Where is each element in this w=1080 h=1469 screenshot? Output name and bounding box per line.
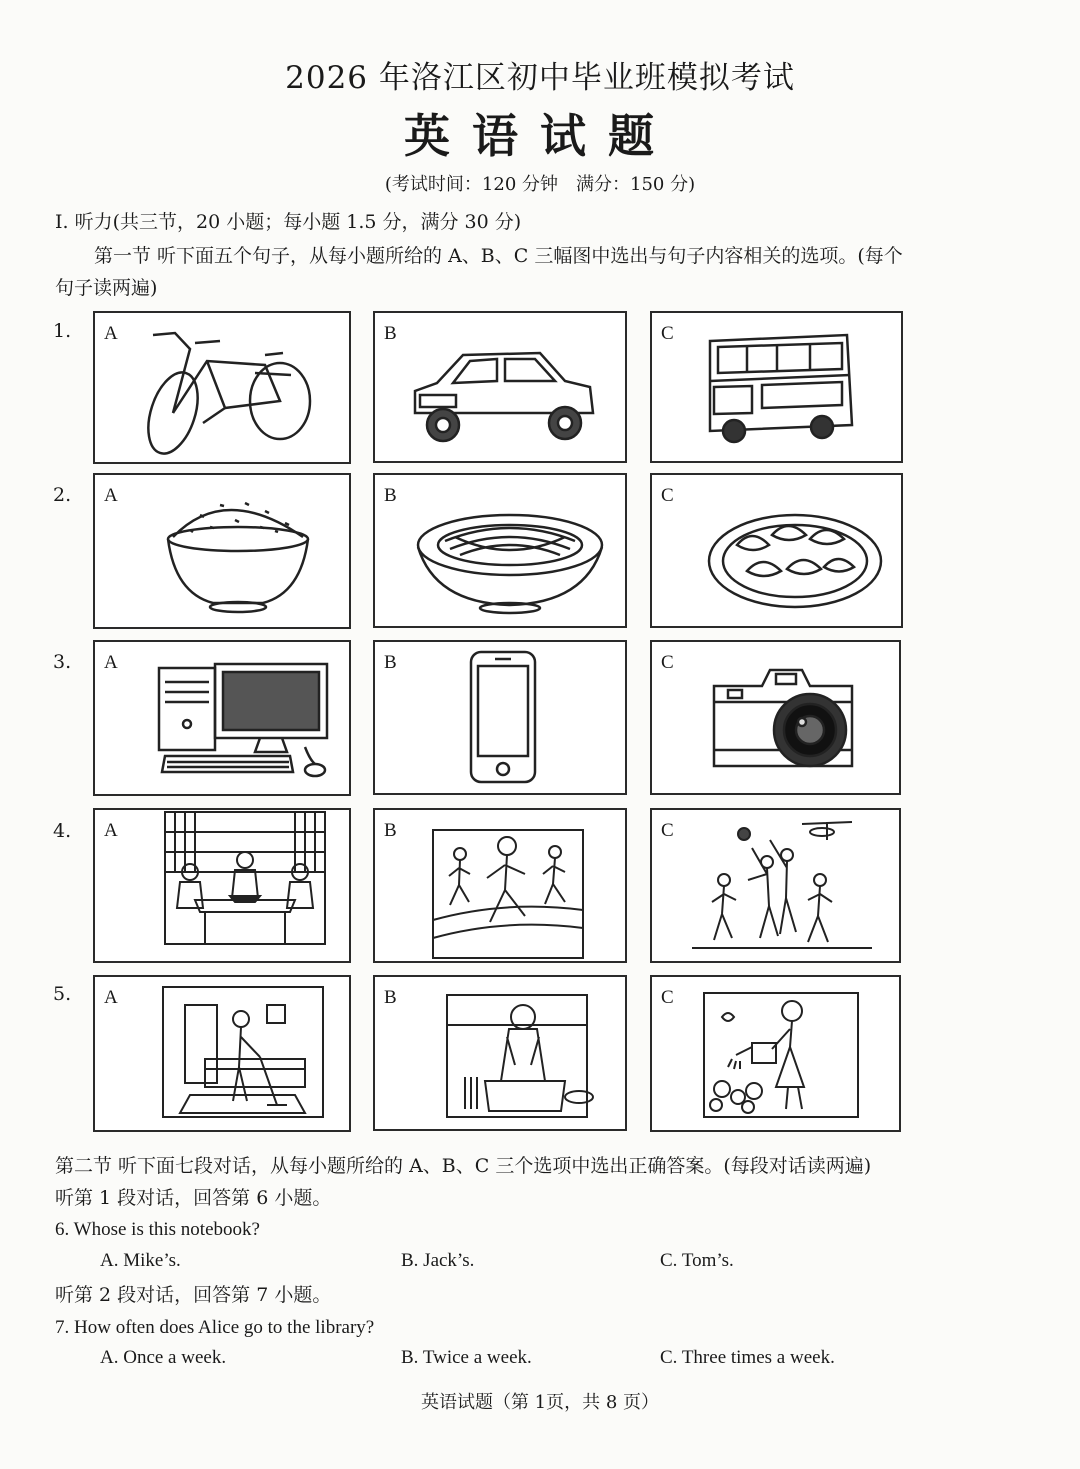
option-frame-3b[interactable]	[373, 640, 627, 795]
question-7-option-b[interactable]: B. Twice a week.	[401, 1347, 532, 1368]
option-letter: A	[104, 485, 118, 506]
dumplings-plate-icon	[652, 475, 901, 626]
dishwashing-scene-icon	[375, 977, 625, 1129]
question-6-option-a[interactable]: A. Mike’s.	[100, 1250, 181, 1271]
exam-title: 2026 年洛江区初中毕业班模拟考试	[285, 60, 795, 96]
car-icon	[375, 313, 625, 461]
question-7-option-c[interactable]: C. Three times a week.	[660, 1347, 835, 1368]
option-frame-4a[interactable]	[93, 808, 351, 963]
smartphone-icon	[375, 642, 625, 793]
dialogue-2-lead: 听第 2 段对话，回答第 7 小题。	[55, 1284, 332, 1306]
noodle-bowl-icon	[375, 475, 625, 626]
option-frame-1c[interactable]	[650, 311, 903, 463]
option-letter: B	[384, 820, 397, 841]
question-7-option-a[interactable]: A. Once a week.	[100, 1347, 227, 1368]
option-letter: C	[661, 987, 674, 1008]
option-letter: B	[384, 323, 397, 344]
option-letter: B	[384, 485, 397, 506]
question-6-option-c[interactable]: C. Tom’s.	[660, 1250, 734, 1271]
question-number: 4.	[53, 820, 72, 842]
option-letter: C	[661, 652, 674, 673]
library-scene-icon	[95, 810, 349, 961]
subject-title: 英语试题	[404, 109, 676, 163]
question-6-option-b[interactable]: B. Jack’s.	[401, 1250, 475, 1271]
question-number: 1.	[53, 320, 72, 342]
option-letter: A	[104, 820, 118, 841]
option-letter: B	[384, 652, 397, 673]
option-frame-1b[interactable]	[373, 311, 627, 463]
option-letter: C	[661, 323, 674, 344]
question-number: 3.	[53, 651, 72, 673]
watering-scene-icon	[652, 977, 899, 1130]
mopping-scene-icon	[95, 977, 349, 1130]
question-7: 7. How often does Alice go to the library?	[55, 1317, 375, 1338]
option-frame-5c[interactable]	[650, 975, 901, 1132]
option-letter: A	[104, 323, 118, 344]
basketball-scene-icon	[652, 810, 899, 961]
option-letter: C	[661, 820, 674, 841]
option-letter: A	[104, 987, 118, 1008]
camera-icon	[652, 642, 899, 793]
option-frame-3c[interactable]	[650, 640, 901, 795]
option-frame-1a[interactable]	[93, 311, 351, 464]
running-scene-icon	[375, 810, 625, 961]
option-frame-2c[interactable]	[650, 473, 903, 628]
rice-bowl-icon	[95, 475, 349, 627]
question-number: 5.	[53, 983, 72, 1005]
question-6: 6. Whose is this notebook?	[55, 1219, 260, 1240]
option-letter: C	[661, 485, 674, 506]
exam-note: (考试时间：120 分钟 满分：150 分)	[384, 174, 696, 195]
option-frame-4c[interactable]	[650, 808, 901, 963]
option-frame-5a[interactable]	[93, 975, 351, 1132]
question-number: 2.	[53, 484, 72, 506]
option-frame-5b[interactable]	[373, 975, 627, 1131]
option-letter: B	[384, 987, 397, 1008]
page-footer: 英语试题（第 1页，共 8 页）	[420, 1392, 660, 1413]
part1-heading: I. 听力(共三节，20 小题；每小题 1.5 分，满分 30 分)	[55, 211, 522, 233]
section1-instruction-line1: 第一节 听下面五个句子，从每小题所给的 A、B、C 三幅图中选出与句子内容相关的选项。(每个	[94, 245, 903, 267]
option-frame-2a[interactable]	[93, 473, 351, 629]
option-letter: A	[104, 652, 118, 673]
double-decker-bus-icon	[652, 313, 901, 461]
option-frame-4b[interactable]	[373, 808, 627, 963]
section1-instruction-line2: 句子读两遍)	[55, 277, 158, 299]
option-frame-3a[interactable]	[93, 640, 351, 796]
section2-instruction: 第二节 听下面七段对话，从每小题所给的 A、B、C 三个选项中选出正确答案。(每段对话读两遍)	[55, 1155, 872, 1177]
option-frame-2b[interactable]	[373, 473, 627, 628]
bicycle-icon	[95, 313, 349, 462]
dialogue-1-lead: 听第 1 段对话，回答第 6 小题。	[55, 1187, 332, 1209]
desktop-computer-icon	[95, 642, 349, 794]
